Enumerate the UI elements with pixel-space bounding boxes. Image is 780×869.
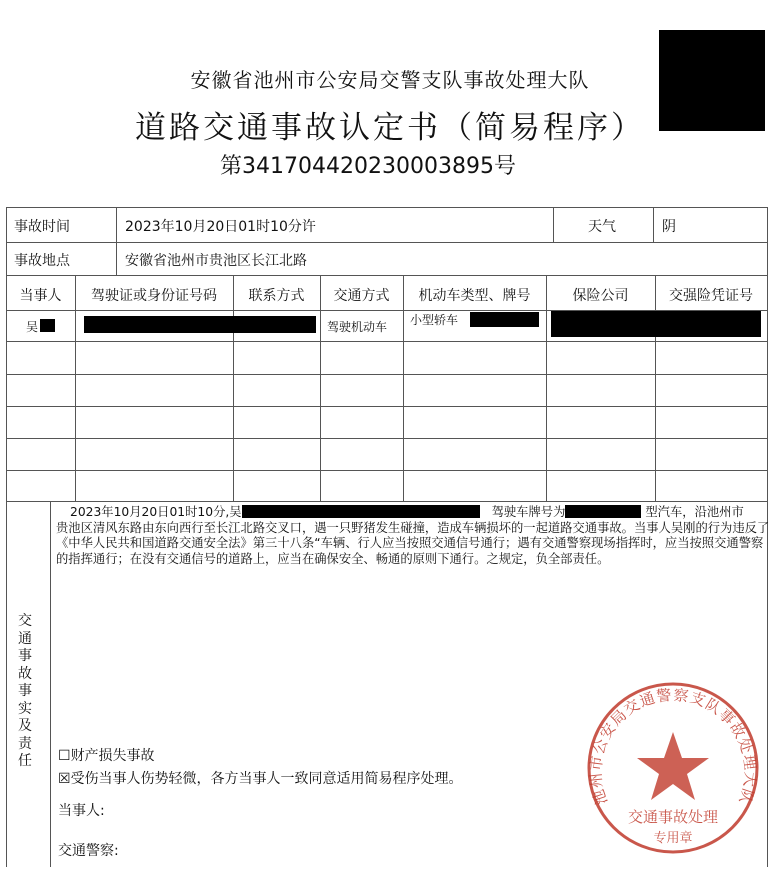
seal-ring-text: 池州市公安局交通警察支队事故处理大队 bbox=[586, 685, 760, 808]
weather-value: 阴 bbox=[662, 219, 676, 235]
redaction-block bbox=[565, 505, 641, 518]
vehicle-type: 小型轿车 bbox=[410, 313, 459, 327]
traffic-mode: 驾驶机动车 bbox=[327, 320, 388, 334]
checkbox-property-loss-label: 财产损失事故 bbox=[70, 748, 155, 764]
narrative-part-1: 2023年10月20日01时10分,吴 bbox=[70, 505, 242, 519]
redaction-block bbox=[84, 316, 316, 333]
agency-name: 安徽省池州市公安局交警支队事故处理大队 bbox=[190, 68, 590, 92]
checkbox-simple-procedure-label: 受伤当事人伤势轻微，各方当事人一致同意适用简易程序处理。 bbox=[70, 771, 463, 787]
redaction-block bbox=[242, 505, 480, 518]
narrative-part-2: 驾驶车牌号为 bbox=[491, 505, 566, 519]
col-header-party: 当事人 bbox=[19, 288, 62, 304]
col-header-mode: 交通方式 bbox=[333, 288, 390, 304]
redaction-block bbox=[551, 311, 761, 337]
checkbox-property-loss[interactable] bbox=[58, 745, 155, 765]
checkbox-simple-procedure[interactable] bbox=[58, 768, 463, 788]
narrative-part-3: 型汽车，沿池州市 bbox=[645, 505, 744, 519]
seal-center-text: 交通事故处理 bbox=[627, 808, 719, 826]
col-header-contact: 联系方式 bbox=[248, 288, 305, 304]
accident-time-value: 2023年10月20日01时10分许 bbox=[125, 219, 316, 235]
seal-bottom-text: 专用章 bbox=[653, 831, 693, 846]
document-number: 第341704420230003895号 bbox=[220, 154, 516, 179]
accident-place-label: 事故地点 bbox=[14, 253, 70, 269]
police-signature-label: 交通警察: bbox=[58, 843, 119, 859]
accident-place-value: 安徽省池州市贵池区长江北路 bbox=[125, 253, 307, 269]
col-header-id: 驾驶证或身份证号码 bbox=[91, 288, 217, 304]
col-header-insurer: 保险公司 bbox=[572, 288, 629, 304]
official-seal bbox=[585, 680, 761, 856]
narrative-body: 贵池区清风东路由东向西行至长江北路交叉口，遇一只野猪发生碰撞，造成车辆损坏的一起道路交通事故。当事人吴刚的行为违反了《中华人民共和国道路交通安全法》第三十八条“车辆、行人应当按照交通信号通行；遇有交通警察现场指挥时，应当按照交通警察的指挥通行；在没有交通信号的道路上，应当在确保安全、畅通的原则下通行。之规定，负全部责任。 bbox=[56, 520, 770, 566]
checkbox-checked-icon: ☒ bbox=[58, 771, 71, 787]
weather-label: 天气 bbox=[588, 219, 616, 235]
facts-narrative bbox=[56, 505, 771, 567]
party-signature-label: 当事人: bbox=[58, 803, 105, 819]
col-header-vehicle: 机动车类型、牌号 bbox=[418, 288, 531, 304]
facts-vertical-label: 交通事故事实及责任 bbox=[18, 613, 32, 769]
star-icon bbox=[637, 732, 709, 800]
document-title: 道路交通事故认定书（简易程序） bbox=[135, 110, 645, 146]
redaction-block bbox=[40, 319, 55, 332]
checkbox-unchecked-icon: ☐ bbox=[58, 748, 71, 764]
col-header-certificate: 交强险凭证号 bbox=[669, 288, 753, 304]
party-name: 吴 bbox=[26, 320, 39, 334]
redaction-block bbox=[470, 312, 539, 327]
accident-time-label: 事故时间 bbox=[14, 219, 70, 235]
